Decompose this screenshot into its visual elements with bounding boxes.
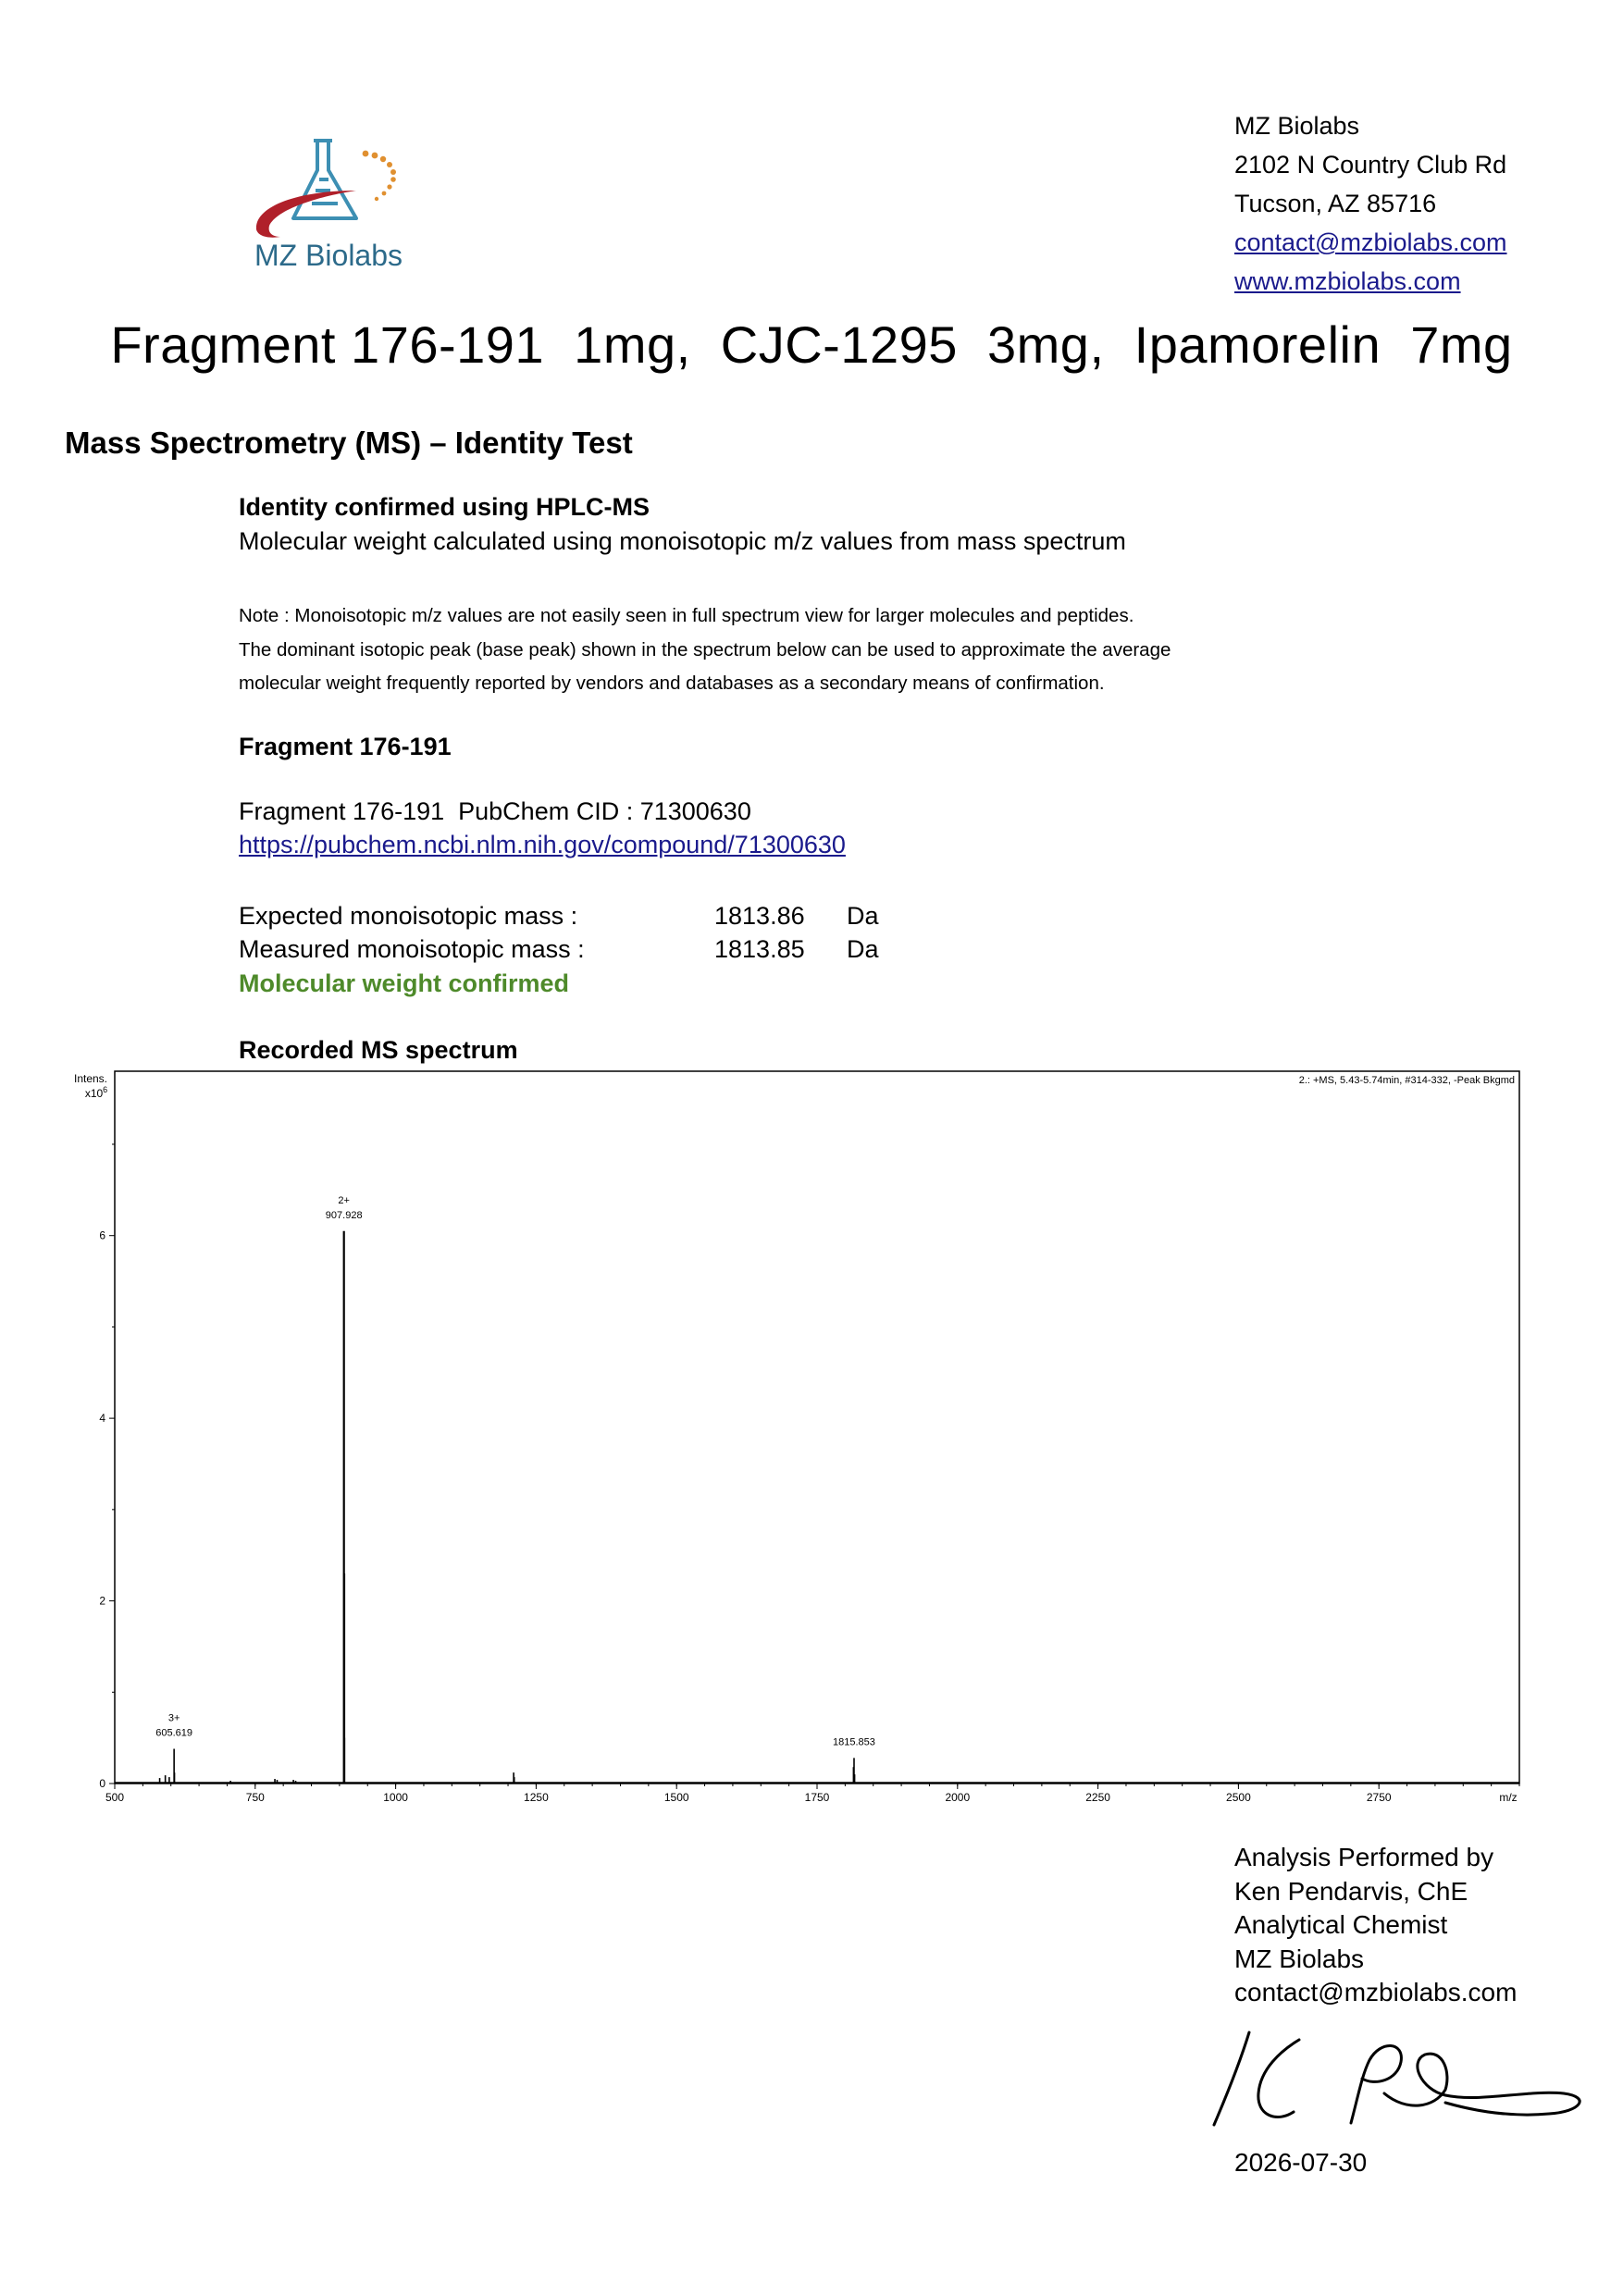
- expected-mass-unit: Da: [847, 902, 879, 930]
- x-tick-label: 1500: [663, 1791, 689, 1804]
- expected-mass-value: 1813.86: [714, 902, 805, 930]
- signature-date: 2026-07-30: [1234, 2148, 1368, 2177]
- pubchem-cid: Fragment 176-191 PubChem CID : 71300630: [239, 797, 751, 825]
- note-line: molecular weight frequently reported by vendors and databases as a secondary means of confirmation.: [239, 673, 1105, 694]
- note-line: Note : Monoisotopic m/z values are not easily seen in full spectrum view for larger molecules and peptides.: [239, 605, 1134, 626]
- peak-mz-label: 907.928: [325, 1209, 363, 1221]
- confirmation-status: Molecular weight confirmed: [239, 969, 570, 997]
- y-tick-label: 4: [99, 1412, 105, 1426]
- company-address: [1234, 106, 1507, 301]
- x-tick-label: 750: [245, 1791, 265, 1804]
- note-line: The dominant isotopic peak (base peak) shown in the spectrum below can be used to approximate the average: [239, 638, 1171, 660]
- logo-swoosh: [256, 191, 356, 238]
- x-tick-label: 2000: [945, 1791, 971, 1804]
- analyst-email: contact@mzbiolabs.com: [1234, 1978, 1518, 2006]
- analyst-title: Analytical Chemist: [1234, 1910, 1448, 1939]
- y-tick-label: 6: [99, 1228, 105, 1242]
- y-axis-multiplier-base: x10: [84, 1087, 104, 1100]
- x-tick-label: 1000: [383, 1791, 408, 1804]
- email-link[interactable]: contact@mzbiolabs.com: [1234, 228, 1507, 256]
- y-axis-multiplier-exp: 6: [103, 1085, 108, 1094]
- flask-icon: [293, 141, 356, 218]
- expected-mass-label: Expected monoisotopic mass :: [239, 902, 578, 930]
- analyst-line: Analysis Performed by: [1234, 1843, 1494, 1871]
- measured-mass-label: Measured monoisotopic mass :: [239, 935, 585, 963]
- website-link[interactable]: www.mzbiolabs.com: [1234, 267, 1461, 295]
- peak-mz-label: 605.619: [155, 1727, 193, 1739]
- pubchem-link[interactable]: https://pubchem.ncbi.nlm.nih.gov/compound/71300630: [239, 831, 846, 858]
- signature: [1203, 2012, 1592, 2142]
- y-tick-label: 0: [99, 1777, 105, 1790]
- x-tick-label: 2500: [1226, 1791, 1251, 1804]
- measured-mass-value: 1813.85: [714, 935, 805, 963]
- page-title: Fragment 176-191 1mg, CJC-1295 3mg, Ipamorelin 7mg: [110, 315, 1513, 374]
- spectrum-heading: Recorded MS spectrum: [239, 1036, 518, 1064]
- analyst-name: Ken Pendarvis, ChE: [1234, 1876, 1468, 1906]
- peak-mz-label: 1815.853: [833, 1736, 875, 1748]
- y-tick-label: 2: [99, 1594, 105, 1608]
- x-tick-label: 500: [105, 1791, 125, 1804]
- x-axis-unit: m/z: [1499, 1791, 1518, 1804]
- x-tick-label: 2750: [1366, 1791, 1392, 1804]
- analyst-company: MZ Biolabs: [1234, 1944, 1365, 1973]
- x-tick-label: 2250: [1085, 1791, 1110, 1804]
- section-heading: Mass Spectrometry (MS) – Identity Test: [65, 426, 633, 460]
- address-street: 2102 N Country Club Rd: [1234, 151, 1507, 179]
- x-tick-label: 1750: [804, 1791, 830, 1804]
- logo-text: MZ Biolabs: [254, 239, 403, 272]
- y-axis-label: Intens.: [73, 1072, 108, 1085]
- identity-description: Molecular weight calculated using monoisotopic m/z values from mass spectrum: [239, 527, 1126, 555]
- peak-charge-label: 3+: [167, 1712, 180, 1724]
- identity-heading: Identity confirmed using HPLC-MS: [239, 493, 650, 521]
- address-company: MZ Biolabs: [1234, 112, 1360, 140]
- analyst-block: [1234, 1841, 1517, 2010]
- chart-header-text: 2.: +MS, 5.43-5.74min, #314-332, -Peak Bkgmd: [1298, 1075, 1515, 1086]
- plot-frame: [115, 1071, 1519, 1784]
- address-city: Tucson, AZ 85716: [1234, 190, 1437, 217]
- ms-spectrum-chart: [0, 1055, 1623, 1804]
- peak-charge-label: 2+: [338, 1194, 350, 1206]
- note-text: [239, 599, 1442, 701]
- logo-dots: [363, 151, 396, 202]
- y-axis-multiplier: [85, 1085, 107, 1100]
- x-tick-label: 1250: [524, 1791, 549, 1804]
- compound-heading: Fragment 176-191: [239, 733, 452, 760]
- measured-mass-unit: Da: [847, 935, 879, 963]
